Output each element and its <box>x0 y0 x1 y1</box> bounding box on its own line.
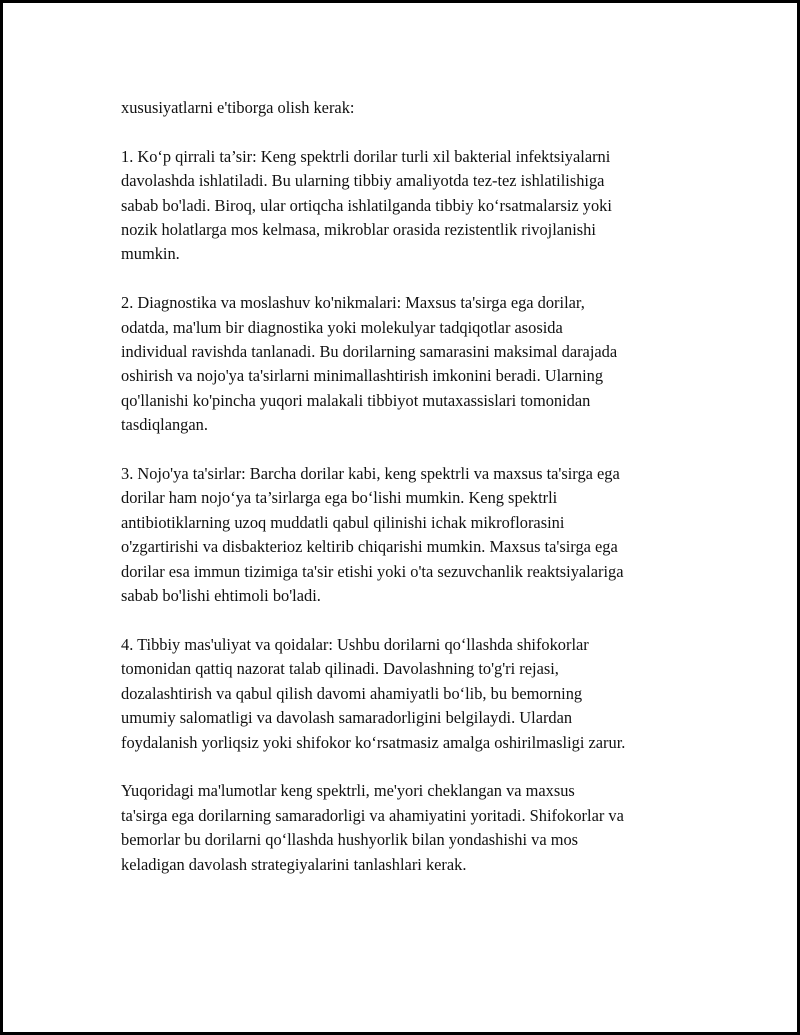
paragraph-side-effects: 3. Nojo'ya ta'sirlar: Barcha dorilar kabi, keng spektrli va maxsus ta'sirga ega dorilar ham nojo‘ya ta’sirlarga ega bo‘lishi mumkin. Keng spektrli antibiotiklarning uzoq muddatli qabul qilinishi ichak mikroflorasini o'zgartirishi va disbakterioz keltirib chiqarishi mumkin. Maxsus ta'sirga ega dorilar esa immun tizimiga ta'sir etishi yoki o'ta sezuvchanlik reaktsiyalariga sabab bo'lishi ehtimoli bo'ladi. <box>121 464 624 606</box>
intro-line: xususiyatlarni e'tiborga olish kerak: <box>121 98 355 117</box>
paragraph-medical-responsibility: 4. Tibbiy mas'uliyat va qoidalar: Ushbu dorilarni qo‘llashda shifokorlar tomonidan qattiq nazorat talab qilinadi. Davolashning to'g'ri rejasi, dozalashtirish va qabul qilish davomi ahamiyatli bo‘lib, bu bemorning umumiy salomatligi va davolash samaradorligini belgilaydi. Ulardan foydalanish yorliqsiz yoki shifokor ko‘rsatmasiz amalga oshirilmasligi zarur. <box>121 634 626 752</box>
document-body <box>121 96 701 901</box>
paragraph-multifaceted-effect: 1. Ko‘p qirrali ta’sir: Keng spektrli dorilar turli xil bakterial infektsiyalarni davolashda ishlatiladi. Bu ularning tibbiy amaliyotda tez-tez ishlatilishiga sabab bo'ladi. Biroq, ular ortiqcha ishlatilganda tibbiy ko‘rsatmalarsiz yoki nozik holatlarga mos kelmasa, mikroblar orasida rezistentlik rivojlanishi mumkin. <box>121 146 612 264</box>
paragraph-conclusion: Yuqoridagi ma'lumotlar keng spektrli, me'yori cheklangan va maxsus ta'sirga ega dorilarning samaradorligi va ahamiyatini yoritadi. Shifokorlar va bemorlar bu dorilarni qo‘llashda hushyorlik bilan yondashishi va mos keladigan davolash strategiyalarini tanlashlari kerak. <box>121 781 624 874</box>
paragraph-diagnostics: 2. Diagnostika va moslashuv ko'nikmalari: Maxsus ta'sirga ega dorilar, odatda, ma'lum bir diagnostika yoki molekulyar tadqiqotlar asosida individual ravishda tanlanadi. Bu dorilarning samarasini maksimal darajada oshirish va nojo'ya ta'sirlarni minimallashtirish imkonini beradi. Ularning qo'llanishi ko'pincha yuqori malakali tibbiyot mutaxassislari tomonidan tasdiqlangan. <box>121 293 618 435</box>
